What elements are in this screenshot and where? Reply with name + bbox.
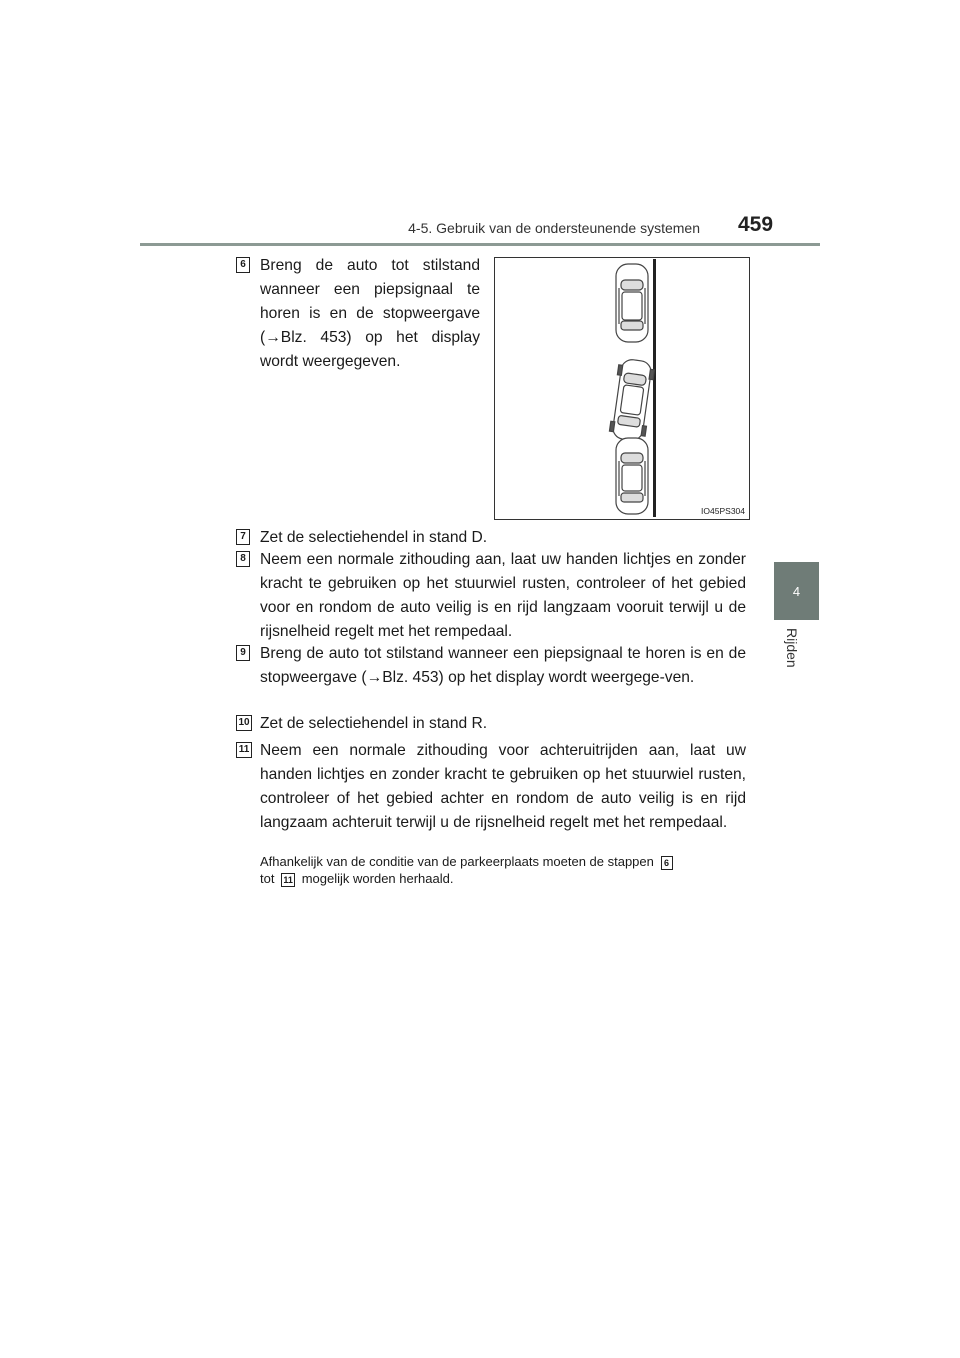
- parked-car-front: [616, 264, 648, 342]
- step-marker-11: 11: [236, 742, 252, 758]
- step-text-10: Zet de selectiehendel in stand R.: [260, 715, 488, 732]
- step-text-6: Breng de auto tot stilstand wanneer een piepsignaal te horen is en de stopweergave (→Blz. 453) op het display wordt weergegeven.: [260, 257, 480, 370]
- chapter-label-text: Rijden: [784, 628, 800, 668]
- chapter-number: 4: [792, 584, 801, 599]
- section-title: 4-5. Gebruik van de ondersteunende systemen: [408, 220, 700, 236]
- step-text-7: Zet de selectiehendel in stand D.: [260, 529, 488, 546]
- step-marker-6: 6: [236, 257, 250, 273]
- step-marker-7: 7: [236, 529, 250, 545]
- illustration-code: IO45PS304: [701, 506, 745, 516]
- chapter-tab[interactable]: [774, 562, 819, 620]
- step-marker-10: 10: [236, 715, 252, 731]
- maneuvering-car: [609, 358, 656, 442]
- note-step-to: 11: [281, 873, 295, 887]
- parking-diagram: [495, 258, 749, 519]
- note-step-from: 6: [661, 856, 673, 870]
- page-number: 459: [738, 213, 774, 236]
- parked-car-rear: [616, 438, 648, 514]
- step-text-8: Neem een normale zithouding aan, laat uw handen lichtjes en zonder kracht te gebruiken op het stuurwiel rusten, controleer of het gebied voor en rondom de auto veilig is en rijd langzaam vooruit terwijl u de rijsnelheid regelt met het rempedaal.: [260, 551, 746, 640]
- note-text-middle: tot: [260, 871, 275, 886]
- note-text-after: mogelijk worden herhaald.: [301, 871, 454, 886]
- chapter-label: [784, 628, 804, 688]
- curb-line: [653, 259, 656, 517]
- repeat-note: [260, 853, 746, 887]
- step-text-9: Breng de auto tot stilstand wanneer een piepsignaal te horen is en de stopweergave (→Blz. 453) op het display wordt weergege-ven.: [260, 645, 746, 686]
- note-text-before: Afhankelijk van de conditie van de parkeerplaats moeten de stappen: [260, 854, 654, 869]
- step-text-11: Neem een normale zithouding voor achteruitrijden aan, laat uw handen lichtjes en zonder kracht te gebruiken op het stuurwiel rusten, controleer of het gebied achter en rondom de auto veilig is en rijd langzaam achteruit terwijl u de rijsnelheid regelt met het rempedaal.: [260, 742, 746, 831]
- parking-illustration: [494, 257, 750, 520]
- step-marker-8: 8: [236, 551, 250, 567]
- header-divider: [140, 243, 820, 246]
- step-marker-9: 9: [236, 645, 250, 661]
